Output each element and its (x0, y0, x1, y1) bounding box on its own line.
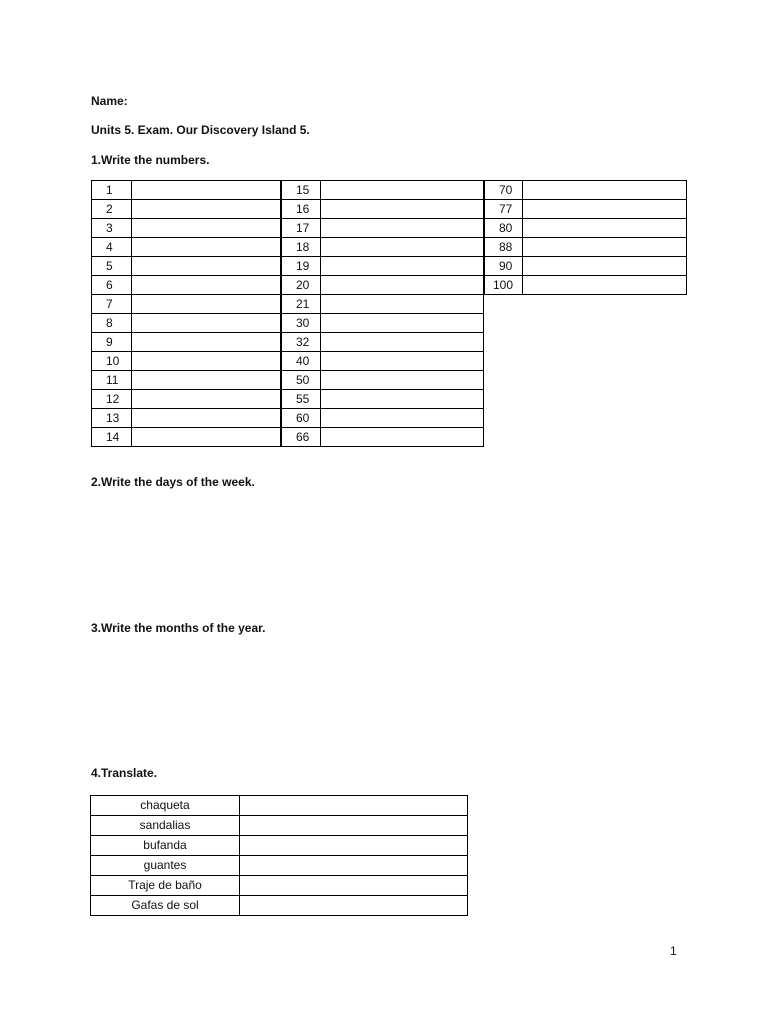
answer-cell[interactable] (321, 219, 484, 238)
number-cell: 50 (282, 371, 321, 390)
answer-cell[interactable] (321, 409, 484, 428)
answer-cell[interactable] (321, 295, 484, 314)
number-row (282, 333, 484, 352)
number-cell: 15 (282, 181, 321, 200)
number-row (282, 390, 484, 409)
number-cell: 20 (282, 276, 321, 295)
numbers-table-2 (281, 180, 484, 447)
spanish-word: Traje de baño (91, 876, 240, 896)
answer-cell[interactable] (132, 200, 281, 219)
numbers-table-3 (484, 180, 687, 295)
answer-cell[interactable] (523, 219, 687, 238)
number-row (485, 276, 687, 295)
spanish-word: sandalias (91, 816, 240, 836)
number-row (92, 428, 281, 447)
number-row (92, 352, 281, 371)
exam-title: Units 5. Exam. Our Discovery Island 5. (91, 123, 310, 137)
answer-cell[interactable] (321, 352, 484, 371)
answer-cell[interactable] (523, 257, 687, 276)
number-row (485, 219, 687, 238)
answer-cell[interactable] (321, 238, 484, 257)
section-4-heading: 4.Translate. (91, 766, 158, 780)
numbers-table-1 (91, 180, 281, 447)
number-row (92, 219, 281, 238)
number-row (282, 219, 484, 238)
number-row (282, 276, 484, 295)
translate-row (91, 796, 468, 816)
answer-cell[interactable] (132, 295, 281, 314)
number-cell: 12 (92, 390, 132, 409)
answer-cell[interactable] (321, 181, 484, 200)
answer-cell[interactable] (132, 333, 281, 352)
number-cell: 70 (485, 181, 523, 200)
number-row (92, 314, 281, 333)
number-row (92, 390, 281, 409)
number-cell: 9 (92, 333, 132, 352)
number-row (92, 295, 281, 314)
number-cell: 66 (282, 428, 321, 447)
number-cell: 60 (282, 409, 321, 428)
answer-cell[interactable] (132, 390, 281, 409)
answer-cell[interactable] (321, 333, 484, 352)
translate-row (91, 876, 468, 896)
spanish-word: bufanda (91, 836, 240, 856)
number-row (92, 200, 281, 219)
number-cell: 11 (92, 371, 132, 390)
translate-row (91, 836, 468, 856)
number-row (485, 200, 687, 219)
number-row (282, 238, 484, 257)
answer-cell[interactable] (132, 352, 281, 371)
number-cell: 1 (92, 181, 132, 200)
translate-table (90, 795, 468, 916)
number-row (92, 333, 281, 352)
number-cell: 77 (485, 200, 523, 219)
number-row (92, 181, 281, 200)
number-cell: 10 (92, 352, 132, 371)
answer-cell[interactable] (132, 371, 281, 390)
translation-cell[interactable] (240, 856, 468, 876)
number-row (282, 371, 484, 390)
translation-cell[interactable] (240, 896, 468, 916)
name-label: Name: (91, 94, 128, 108)
number-cell: 3 (92, 219, 132, 238)
number-row (92, 409, 281, 428)
answer-cell[interactable] (132, 314, 281, 333)
number-row (485, 257, 687, 276)
number-cell: 14 (92, 428, 132, 447)
number-cell: 7 (92, 295, 132, 314)
answer-cell[interactable] (321, 390, 484, 409)
number-row (92, 276, 281, 295)
answer-cell[interactable] (321, 428, 484, 447)
answer-cell[interactable] (523, 238, 687, 257)
answer-cell[interactable] (321, 200, 484, 219)
number-row (282, 200, 484, 219)
answer-cell[interactable] (132, 409, 281, 428)
number-row (282, 295, 484, 314)
section-3-heading: 3.Write the months of the year. (91, 621, 266, 635)
number-cell: 6 (92, 276, 132, 295)
number-cell: 8 (92, 314, 132, 333)
number-row (282, 428, 484, 447)
answer-cell[interactable] (132, 219, 281, 238)
number-cell: 80 (485, 219, 523, 238)
number-cell: 4 (92, 238, 132, 257)
number-cell: 5 (92, 257, 132, 276)
number-row (282, 181, 484, 200)
number-cell: 30 (282, 314, 321, 333)
number-row (92, 371, 281, 390)
spanish-word: chaqueta (91, 796, 240, 816)
section-1-heading: 1.Write the numbers. (91, 153, 210, 167)
number-row (92, 238, 281, 257)
number-row (282, 314, 484, 333)
number-cell: 2 (92, 200, 132, 219)
number-cell: 90 (485, 257, 523, 276)
answer-cell[interactable] (132, 181, 281, 200)
translation-cell[interactable] (240, 796, 468, 816)
number-cell: 55 (282, 390, 321, 409)
translate-row (91, 816, 468, 836)
answer-cell[interactable] (523, 181, 687, 200)
number-cell: 88 (485, 238, 523, 257)
section-2-heading: 2.Write the days of the week. (91, 475, 255, 489)
answer-cell[interactable] (132, 276, 281, 295)
answer-cell[interactable] (523, 276, 687, 295)
answer-cell[interactable] (132, 238, 281, 257)
number-cell: 40 (282, 352, 321, 371)
answer-cell[interactable] (321, 276, 484, 295)
translation-cell[interactable] (240, 836, 468, 856)
number-cell: 21 (282, 295, 321, 314)
number-row (282, 409, 484, 428)
number-cell: 13 (92, 409, 132, 428)
spanish-word: Gafas de sol (91, 896, 240, 916)
number-row (92, 257, 281, 276)
translation-cell[interactable] (240, 816, 468, 836)
spanish-word: guantes (91, 856, 240, 876)
number-row (282, 352, 484, 371)
number-cell: 100 (485, 276, 523, 295)
number-cell: 16 (282, 200, 321, 219)
number-row (282, 257, 484, 276)
translate-row (91, 896, 468, 916)
number-cell: 18 (282, 238, 321, 257)
number-cell: 32 (282, 333, 321, 352)
translation-cell[interactable] (240, 876, 468, 896)
answer-cell[interactable] (321, 314, 484, 333)
answer-cell[interactable] (523, 200, 687, 219)
number-row (485, 238, 687, 257)
number-cell: 19 (282, 257, 321, 276)
answer-cell[interactable] (132, 428, 281, 447)
answer-cell[interactable] (132, 257, 281, 276)
page-number: 1 (670, 944, 677, 958)
number-cell: 17 (282, 219, 321, 238)
translate-row (91, 856, 468, 876)
answer-cell[interactable] (321, 371, 484, 390)
number-row (485, 181, 687, 200)
answer-cell[interactable] (321, 257, 484, 276)
